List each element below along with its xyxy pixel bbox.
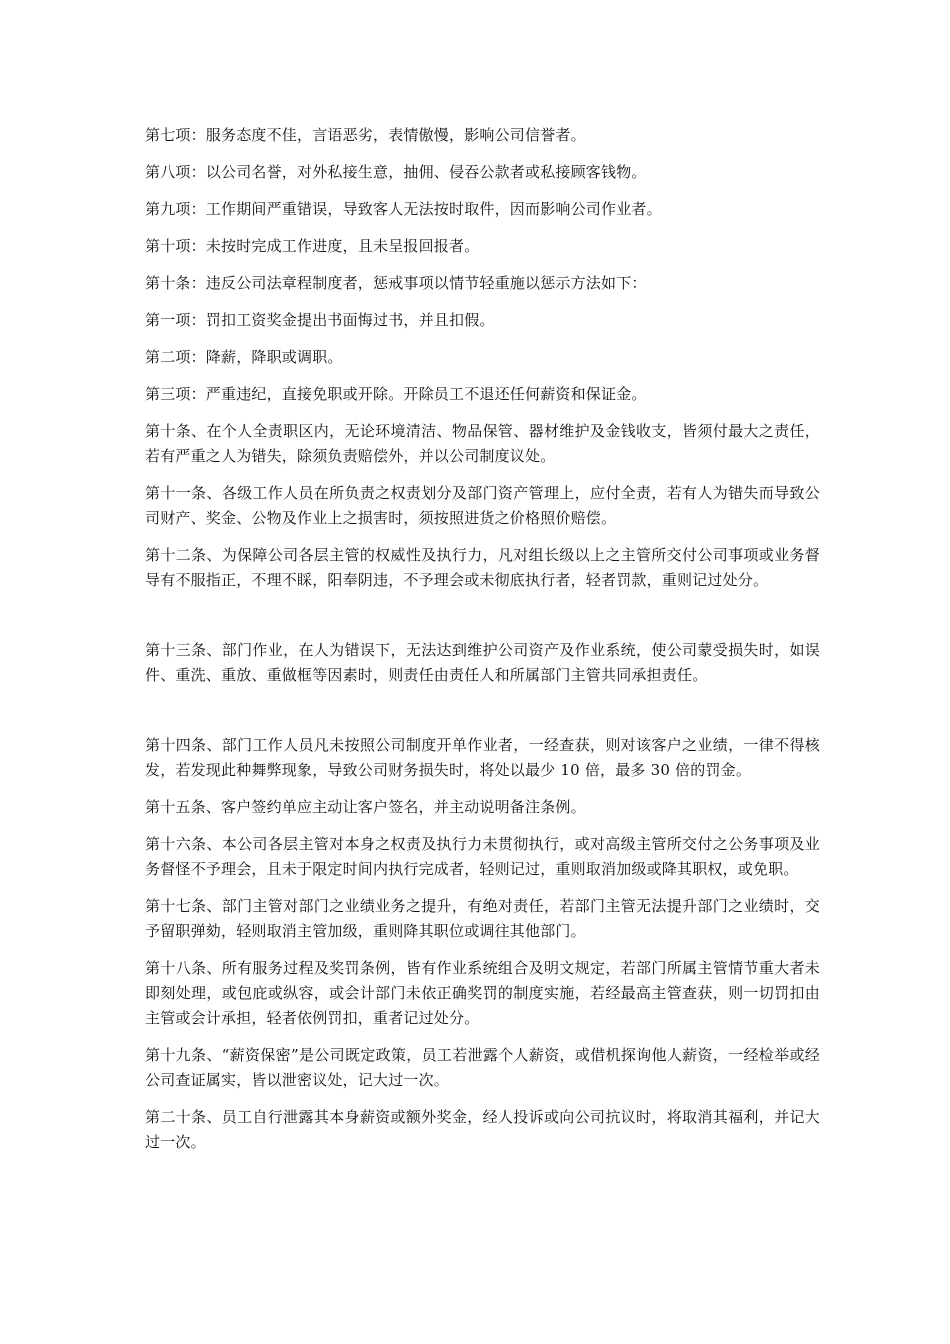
- paragraph-penalty-1: 第一项：罚扣工资奖金提出书面悔过书，并且扣假。: [145, 311, 495, 329]
- paragraph-article-20: 第二十条、员工自行泄露其本身薪资或额外奖金，经人投诉或向公司抗议时，将取消其福利，并记大过一次。: [145, 1108, 820, 1151]
- paragraph-article-11: 第十一条、各级工作人员在所负责之权责划分及部门资产管理上，应付全责，若有人为错失而导致公司财产、奖金、公物及作业上之损害时，须按照进货之价格照价赔偿。: [145, 484, 820, 527]
- document-body: [145, 123, 820, 1167]
- paragraph-article-15: 第十五条、客户签约单应主动让客户签名，并主动说明备注条例。: [145, 798, 586, 816]
- paragraph-article-18: 第十八条、所有服务过程及奖罚条例，皆有作业系统组合及明文规定，若部门所属主管情节重大者未即刻处理，或包庇或纵容，或会计部门未依正确奖罚的制度实施，若经最高主管查获，则一切罚扣由主管或会计承担，轻者依例罚扣，重者记过处分。: [145, 959, 820, 1027]
- paragraph-penalty-2: 第二项：降薪，降职或调职。: [145, 348, 343, 366]
- paragraph-item-7: 第七项：服务态度不佳，言语恶劣，表情傲慢，影响公司信誉者。: [145, 126, 586, 144]
- paragraph-article-19: 第十九条、“薪资保密”是公司既定政策，员工若泄露个人薪资，或借机探询他人薪资，一经检举或经公司查证属实，皆以泄密议处，记大过一次。: [145, 1046, 820, 1089]
- paragraph-penalty-3: 第三项：严重违纪，直接免职或开除。开除员工不退还任何薪资和保证金。: [145, 385, 647, 403]
- paragraph-article-10-penalties: 第十条：违反公司法章程制度者，惩戒事项以情节轻重施以惩示方法如下：: [145, 274, 647, 292]
- paragraph-article-13: 第十三条、部门作业，在人为错误下，无法达到维护公司资产及作业系统，使公司蒙受损失时，如误件、重洗、重放、重做框等因素时，则责任由责任人和所属部门主管共同承担责任。: [145, 641, 820, 684]
- paragraph-article-14: 第十四条、部门工作人员凡未按照公司制度开单作业者，一经查获，则对该客户之业绩，一律不得核发，若发现此种舞弊现象，导致公司财务损失时，将处以最少 10 倍，最多 30 倍的罚金。: [145, 736, 820, 779]
- paragraph-article-10: 第十条、在个人全责职区内，无论环境清洁、物品保管、器材维护及金钱收支，皆须付最大之责任，若有严重之人为错失，除须负责赔偿外，并以公司制度议处。: [145, 422, 820, 465]
- paragraph-item-10: 第十项：未按时完成工作进度，且未呈报回报者。: [145, 237, 480, 255]
- paragraph-item-8: 第八项：以公司名誉，对外私接生意，抽佣、侵吞公款者或私接顾客钱物。: [145, 163, 647, 181]
- paragraph-item-9: 第九项：工作期间严重错误，导致客人无法按时取件，因而影响公司作业者。: [145, 200, 662, 218]
- paragraph-article-16: 第十六条、本公司各层主管对本身之权责及执行力未贯彻执行，或对高级主管所交付之公务事项及业务督怪不予理会，且未于限定时间内执行完成者，轻则记过，重则取消加级或降其职权，或免职。: [145, 835, 820, 878]
- paragraph-article-17: 第十七条、部门主管对部门之业绩业务之提升，有绝对责任，若部门主管无法提升部门之业绩时，交予留职弹劾，轻则取消主管加级，重则降其职位或调往其他部门。: [145, 897, 820, 940]
- paragraph-article-12: 第十二条、为保障公司各层主管的权威性及执行力，凡对组长级以上之主管所交付公司事项或业务督导有不服指正，不理不睬，阳奉阴违，不予理会或未彻底执行者，轻者罚款，重则记过处分。: [145, 546, 820, 589]
